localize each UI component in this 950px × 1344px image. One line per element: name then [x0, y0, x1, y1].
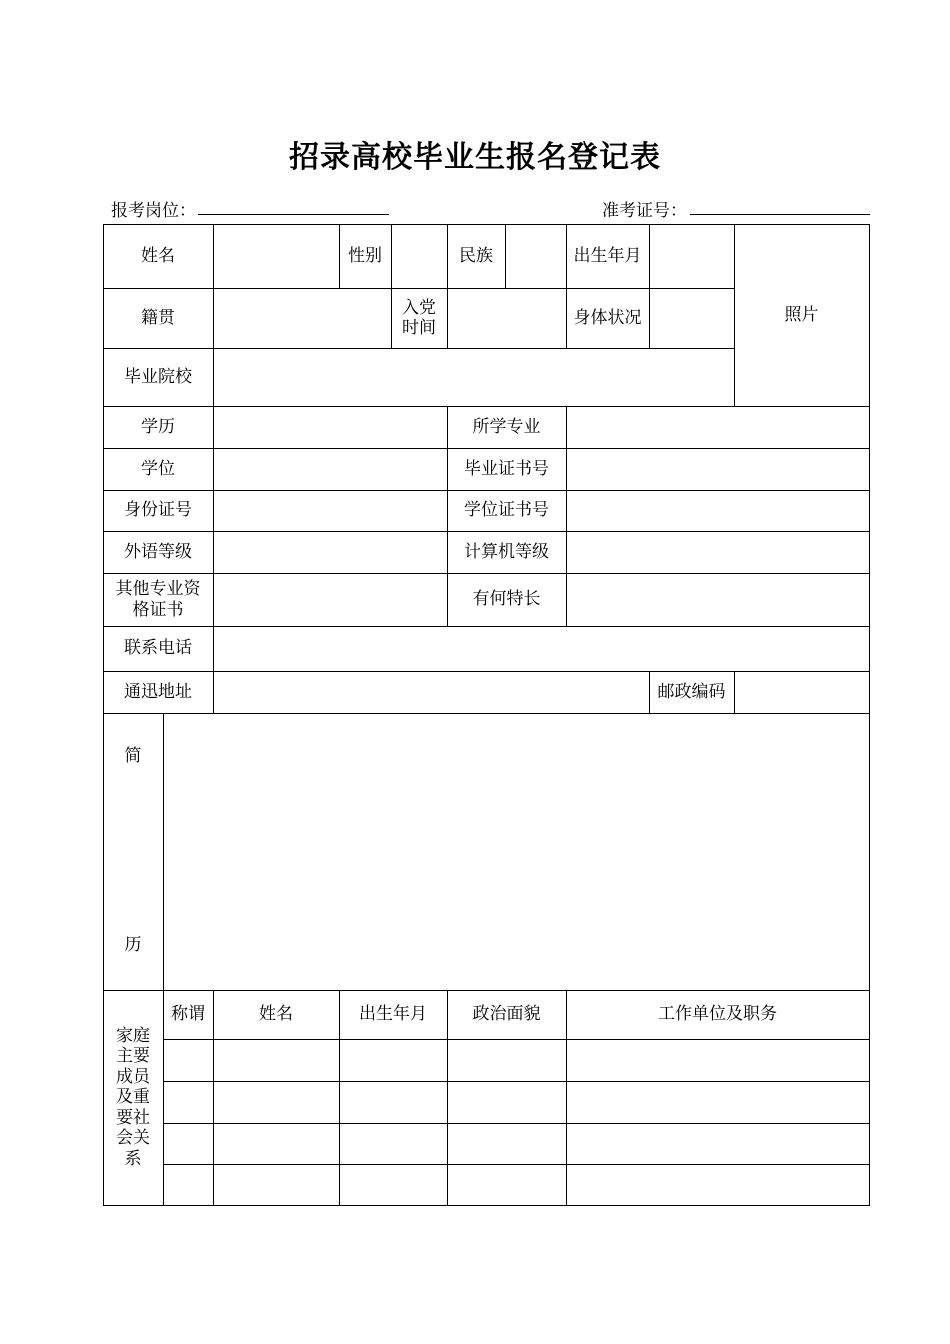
ticket-number-label: 准考证号：	[602, 201, 687, 221]
family-row-4-work-unit[interactable]	[566, 1164, 870, 1206]
postcode-label: 邮政编码	[649, 671, 735, 714]
family-row-2-relation[interactable]	[163, 1081, 214, 1124]
other-certs-field[interactable]	[213, 573, 448, 627]
family-row-2-birth[interactable]	[339, 1081, 448, 1124]
ethnicity-field[interactable]	[505, 224, 567, 289]
position-label: 报考岗位：	[111, 201, 196, 221]
education-field[interactable]	[213, 406, 448, 449]
computer-level-label: 计算机等级	[447, 531, 567, 574]
other-certs-label: 其他专业资格证书	[103, 573, 214, 627]
degree-label: 学位	[103, 448, 214, 491]
form-title: 招录高校毕业生报名登记表	[289, 140, 661, 175]
family-header-name: 姓名	[213, 990, 340, 1040]
family-row-1-work-unit[interactable]	[566, 1039, 870, 1082]
gender-label: 性别	[339, 224, 392, 289]
family-row-2-name[interactable]	[213, 1081, 340, 1124]
family-label-cell	[103, 990, 164, 1206]
address-field[interactable]	[213, 671, 650, 714]
family-row-1-name[interactable]	[213, 1039, 340, 1082]
education-label: 学历	[103, 406, 214, 449]
family-row-1-political-status[interactable]	[447, 1039, 567, 1082]
id-number-field[interactable]	[213, 490, 448, 532]
birth-label: 出生年月	[566, 224, 650, 289]
native-place-field[interactable]	[213, 288, 392, 349]
birth-field[interactable]	[649, 224, 735, 289]
major-field[interactable]	[566, 406, 870, 449]
postcode-field[interactable]	[734, 671, 870, 714]
family-row-3-work-unit[interactable]	[566, 1123, 870, 1165]
family-row-2-work-unit[interactable]	[566, 1081, 870, 1124]
degree-field[interactable]	[213, 448, 448, 491]
party-time-field[interactable]	[447, 288, 567, 349]
family-row-3-birth[interactable]	[339, 1123, 448, 1165]
family-row-4-relation[interactable]	[163, 1164, 214, 1206]
foreign-language-field[interactable]	[213, 531, 448, 574]
position-input-line[interactable]	[198, 214, 389, 215]
name-field[interactable]	[213, 224, 340, 289]
family-header-birth: 出生年月	[339, 990, 448, 1040]
health-field[interactable]	[649, 288, 735, 349]
family-row-3-relation[interactable]	[163, 1123, 214, 1165]
ethnicity-label: 民族	[447, 224, 506, 289]
photo-area[interactable]: 照片	[734, 224, 870, 407]
resume-label	[103, 713, 164, 991]
resume-field[interactable]	[163, 713, 870, 991]
address-label: 通迅地址	[103, 671, 214, 714]
foreign-language-label: 外语等级	[103, 531, 214, 574]
diploma-number-label: 毕业证书号	[447, 448, 567, 491]
gender-field[interactable]	[391, 224, 448, 289]
party-time-label: 入党时间	[391, 288, 448, 349]
family-label: 家庭主要成员及重要社会关系	[116, 1025, 150, 1169]
name-label: 姓名	[103, 224, 214, 289]
health-label: 身体状况	[566, 288, 650, 349]
family-header-work-unit: 工作单位及职务	[566, 990, 870, 1040]
family-row-1-relation[interactable]	[163, 1039, 214, 1082]
specialty-label: 有何特长	[447, 573, 567, 627]
family-row-4-birth[interactable]	[339, 1164, 448, 1206]
family-row-4-name[interactable]	[213, 1164, 340, 1206]
school-label: 毕业院校	[103, 348, 214, 407]
diploma-number-field[interactable]	[566, 448, 870, 491]
degree-cert-number-field[interactable]	[566, 490, 870, 532]
family-row-2-political-status[interactable]	[447, 1081, 567, 1124]
computer-level-field[interactable]	[566, 531, 870, 574]
ticket-number-input-line[interactable]	[690, 214, 870, 215]
phone-label: 联系电话	[103, 626, 214, 672]
family-row-4-political-status[interactable]	[447, 1164, 567, 1206]
family-row-1-birth[interactable]	[339, 1039, 448, 1082]
family-header-relation: 称谓	[163, 990, 214, 1040]
major-label: 所学专业	[447, 406, 567, 449]
specialty-field[interactable]	[566, 573, 870, 627]
native-place-label: 籍贯	[103, 288, 214, 349]
family-header-political-status: 政治面貌	[447, 990, 567, 1040]
school-field[interactable]	[213, 348, 735, 407]
id-number-label: 身份证号	[103, 490, 214, 532]
phone-field[interactable]	[213, 626, 870, 672]
resume-label-top: 简	[124, 745, 142, 766]
family-row-3-name[interactable]	[213, 1123, 340, 1165]
family-row-3-political-status[interactable]	[447, 1123, 567, 1165]
degree-cert-number-label: 学位证书号	[447, 490, 567, 532]
resume-label-bottom: 历	[124, 935, 142, 956]
